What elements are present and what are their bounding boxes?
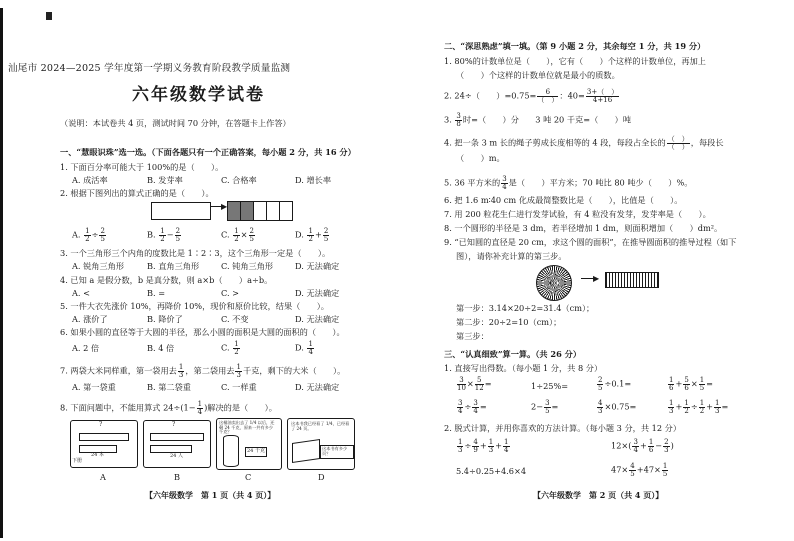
circle-sectors-figure [536,265,572,301]
q2-option-d: D. $\frac{1}{2}$ + $\frac{2}{5}$ [295,227,329,243]
q8b-bar-bottom [150,445,192,453]
question-4: 4. 已知 a 是假分数，b 是真分数，则 a×b（ ）a÷b。 [60,275,273,285]
q5-option-a: A. 涨价了 [72,314,108,324]
q8b-label: 24 人 [170,453,183,459]
open-book-icon [292,439,320,463]
fill-q9-line1: 9. “已知圆的直径是 20 cm，求这个圆的面积”，在推导圆面积的推导过程（如下 [444,237,737,247]
q4-option-c: C. > [221,288,240,298]
derivation-step-3: 第三步： [456,331,489,341]
fill-q8: 8. 一个圆形的半径是 3 dm，若半径增加 1 dm，则面积增加（ ）dm²。 [444,223,723,233]
q7-option-d: D. 无法确定 [295,382,340,392]
q7-option-a: A. 第一袋重 [72,382,116,392]
q3-option-d: D. 无法确定 [295,261,340,271]
expression-1: $\frac{1}{3}$ ÷ $\frac{4}{9}$ + $\frac{1}{3}$ + $\frac{1}{4}$ [458,438,509,454]
q6-option-a: A. 2 倍 [72,343,100,353]
arrow-icon: ▶ [593,274,600,283]
fill-q3: 3. $\frac{3}{8}$ 时=（ ）分 3 吨 20 千克=（ ）吨 [444,112,632,128]
question-6: 6. 如果小圆的直径等于大圆的半径，那么小圆的面积是大圆的面积的（ ）。 [60,327,345,337]
q2-option-a: A. $\frac{1}{2}$ ÷ $\frac{2}{5}$ [72,227,105,243]
q1-option-c: C. 合格率 [221,175,257,185]
expression-3: 5.4÷0.25+4.6×4 [456,466,527,476]
section-1-heading: 一、“慧眼识珠”选一选。（下面各题只有一个正确答案，每小题 2 分，共 16 分） [60,147,356,157]
q8-label-b: B [174,472,181,482]
derivation-step-1: 第一步：3.14×20÷2=31.4（cm）； [456,303,595,313]
section-2-heading: 二、“深思熟虑”填一填。（第 9 小题 2 分，其余每空 1 分，共 19 分） [444,41,706,51]
oral-calc-4: $\frac{1}{6}$ + $\frac{5}{6}$ × $\frac{1}{5}$ = [669,376,714,392]
fill-q9-line2: 图），请你补充计算的第三步。 [456,251,567,261]
question-1: 1. 下面百分率可能大于 100%的是（ ）。 [60,162,224,172]
calc-q2-label: 2. 脱式计算，并用你喜欢的方法计算。（每小题 3 分，共 12 分） [444,423,682,433]
q6-option-d: D. $\frac{1}{4}$ [295,340,313,356]
q7-option-c: C. 一样重 [221,382,257,392]
q8-label-d: D [318,472,325,482]
bar-model-parts [228,201,293,221]
q8b-bar-top [150,433,204,441]
fill-q4-line2: （ ）m。 [456,153,505,163]
fill-q1-line2: （ ）个这样的计数单位就是最小的质数。 [456,70,620,80]
q1-option-d: D. 增长率 [295,175,332,185]
q5-option-b: B. 降价了 [147,314,183,324]
q3-option-a: A. 锐角三角形 [72,261,125,271]
page-1-footer: 【六年级数学 第 1 页（共 4 页）】 [145,490,276,500]
fill-q6: 6. 把 1.6 m∶40 cm 化成最简整数比是（ ），比值是（ ）。 [444,195,683,205]
question-3: 3. 一个三角形三个内角的度数比是 1∶2∶3，这个三角形一定是（ ）。 [60,248,331,258]
q8-label-a: A [100,472,106,482]
q5-option-d: D. 无法确定 [295,314,340,324]
calc-q1-label: 1. 直接写出得数。（每小题 1 分，共 8 分） [444,363,603,373]
q8-figure-c [216,418,282,470]
oral-calc-5: $\frac{3}{4}$ ÷ $\frac{3}{4}$ = [458,399,487,415]
q8a-side-label: 下册 [72,458,83,464]
fill-q5: 5. 36 平方米的 $\frac{3}{4}$ 是（ ）平方米；70 吨比 80 吨少（ ）%。 [444,175,693,191]
question-5: 5. 一件大衣先涨价 10%，再降价 10%，现价和原价比较，结果（ ）。 [60,301,329,311]
bar-model-whole [151,202,211,220]
q8-figure-a [70,420,138,468]
page-title: 六年级数学试卷 [132,85,265,105]
q1-option-a: A. 成活率 [72,175,108,185]
q8d-text: 这本书我已经看了 1/4，已经看了 24 页。 [291,421,350,431]
oral-calc-6: 2− $\frac{3}{5}$ = [531,399,559,415]
q8-figure-d [287,418,355,470]
q8a-unknown: ? [99,421,103,428]
q3-option-b: B. 直角三角形 [147,261,200,271]
approximate-rectangle-figure [605,272,659,288]
q4-option-a: A. < [72,288,90,298]
q8c-text: 这桶油卖出去了 1/4 以后，还剩 24 千克，原来一共有多少千克？ [219,420,275,435]
q1-option-b: B. 发芽率 [147,175,183,185]
question-2: 2. 根据下图列出的算式正确的是（ ）。 [60,188,214,198]
exam-note: （说明：本试卷共 4 页，测试时间 70 分钟，在答题卡上作答） [60,118,291,128]
q7-option-b: B. 第二袋重 [147,382,191,392]
oral-calc-1: $\frac{3}{10}$ × $\frac{5}{12}$ = [457,376,492,392]
q8b-unknown: ? [172,421,176,428]
page-2 [397,0,794,541]
arrow-icon: ▶ [221,202,228,211]
q6-option-b: B. 4 倍 [147,343,175,353]
fill-q4-line1: 4. 把一条 3 m 长的绳子剪成长度相等的 4 段，每段占全长的 $\frac{( )}{( )}$ ，每段长 [444,135,724,151]
question-7: 7. 两袋大米同样重，第一袋用去 $\frac{1}{3}$ ，第二袋用去 $\frac{1}{3}$ 千克，剩下的大米（ ）。 [60,363,346,379]
oral-calc-3: $\frac{2}{5}$ ÷0.1= [598,376,632,392]
q8d-label: 这本书有多少页？ [320,445,354,459]
expression-4: 47× $\frac{4}{5}$ +47× $\frac{1}{5}$ [611,462,668,478]
q8-label-c: C [245,472,252,482]
q2-option-b: B. $\frac{1}{2}$ − $\frac{2}{5}$ [147,227,181,243]
oral-calc-2: 1÷25%= [531,381,569,391]
q4-option-d: D. 无法确定 [295,288,340,298]
page-2-footer: 【六年级数学 第 2 页（共 4 页）】 [533,490,664,500]
q8c-label: 24 千克 [245,447,267,457]
question-8: 8. 下面问题中，不能用算式 24÷(1− $\frac{1}{4}$ )解决的是（ ）。 [60,400,277,416]
fill-q1-line1: 1. 80%的计数单位是（ ），它有（ ）个这样的计数单位，再加上 [444,56,706,66]
oral-calc-7: $\frac{4}{3}$ ×0.75= [598,399,637,415]
q8-figure-b [143,420,211,468]
oil-barrel-icon [223,435,239,467]
fill-q2: 2. 24÷（ ）=0.75= $\frac{6}{( )}$ ：40= $\frac{3+( )}{4+16}$ [444,88,619,104]
q2-option-c: C. $\frac{1}{2}$ × $\frac{2}{5}$ [221,227,254,243]
exam-header: 汕尾市 2024—2025 学年度第一学期义务教育阶段教学质量监测 [8,63,291,74]
q3-option-c: C. 钝角三角形 [221,261,274,271]
oral-calc-8: $\frac{1}{3}$ + $\frac{1}{2}$ ÷ $\frac{1}{2}$ + $\frac{1}{3}$ = [669,399,729,415]
q4-option-b: B. = [147,288,166,298]
section-3-heading: 三、“认真细致”算一算。（共 26 分） [444,349,582,359]
derivation-step-2: 第二步：20÷2=10（cm）； [456,317,562,327]
q8a-bar-top [79,433,129,441]
registration-mark [46,12,52,20]
fill-q7: 7. 用 200 粒花生仁进行发芽试验，有 4 粒没有发芽，发芽率是（ ）。 [444,209,711,219]
expression-2: 12×( $\frac{3}{4}$ + $\frac{1}{6}$ − $\frac{2}{3}$ ) [611,438,674,454]
q5-option-c: C. 不变 [221,314,249,324]
q8a-label: 24 本 [91,452,104,458]
q6-option-c: C. $\frac{1}{2}$ [221,340,239,356]
